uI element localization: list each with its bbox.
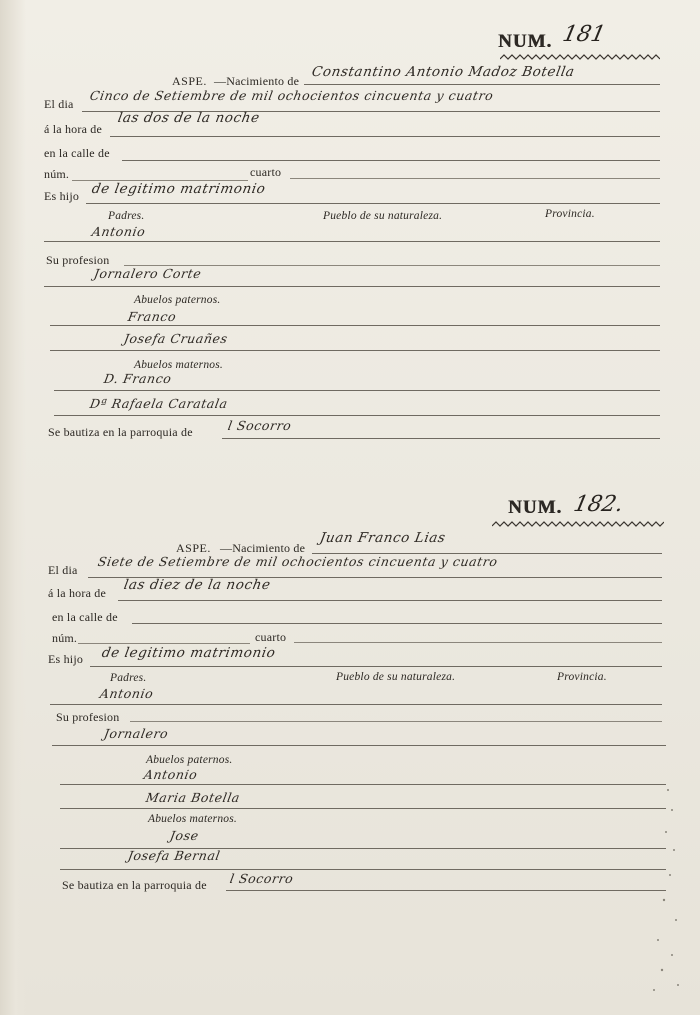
maternal-label: Abuelos maternos. (148, 813, 238, 825)
street-line (122, 160, 660, 161)
hour-label: á la hora de (44, 122, 103, 136)
profession-line-top (124, 265, 660, 266)
day-value: Cinco de Setiembre de mil ochocientos cincuenta y cuatro (88, 88, 495, 103)
room-label: cuarto (255, 630, 287, 644)
town-origin-label: Pueblo de su naturaleza. (323, 210, 443, 222)
street-label: en la calle de (52, 610, 118, 624)
baptism-value: l Socorro (228, 871, 295, 886)
profession-line (44, 286, 660, 287)
maternal-line-1 (54, 390, 660, 391)
paternal-line-2 (50, 350, 660, 351)
town-label: ASPE. (172, 74, 207, 88)
paternal-line-1 (60, 784, 666, 785)
paternal-grandmother: Josefa Cruañes (122, 331, 230, 346)
hour-value: las dos de la noche (116, 110, 262, 126)
son-value: de legitimo matrimonio (90, 181, 267, 197)
record-number-label: NUM. (498, 31, 553, 52)
birth-label: —Nacimiento de (214, 74, 300, 88)
street-label: en la calle de (44, 146, 110, 160)
maternal-line-2 (60, 869, 666, 870)
paternal-line-1 (50, 325, 660, 326)
baptism-line (226, 890, 666, 891)
parents-label: Padres. (108, 210, 145, 222)
num-field-label: núm. (52, 631, 78, 645)
street-line (132, 623, 662, 624)
record-number-value: 181 (560, 22, 608, 47)
hour-label: á la hora de (48, 586, 107, 600)
profession-line (52, 745, 666, 746)
province-label: Provincia. (545, 208, 595, 220)
maternal-grandfather: D. Franco (102, 371, 173, 386)
maternal-label: Abuelos maternos. (134, 359, 224, 371)
profession-label: Su profesion (56, 710, 120, 724)
paternal-grandfather: Antonio (142, 767, 199, 782)
ornamental-rule (500, 54, 660, 60)
page-speckles (628, 780, 688, 1000)
profession-label: Su profesion (46, 253, 110, 267)
baptism-value: l Socorro (226, 418, 293, 433)
maternal-grandfather: Jose (168, 828, 201, 843)
binding-gutter (0, 0, 26, 1015)
num-field-label: núm. (44, 167, 70, 181)
room-line (290, 178, 660, 179)
baptism-line (222, 438, 660, 439)
baptism-label: Se bautiza en la parroquia de (62, 878, 207, 892)
son-label: Es hijo (44, 189, 80, 203)
name-line (304, 84, 660, 85)
son-value: de legitimo matrimonio (100, 645, 277, 661)
paternal-label: Abuelos paternos. (134, 294, 221, 306)
province-label: Provincia. (557, 671, 607, 683)
father-name: Antonio (98, 686, 155, 701)
maternal-grandmother: Dª Rafaela Caratala (88, 396, 230, 411)
record-number-label: NUM. (508, 497, 563, 518)
ornamental-rule (492, 521, 664, 527)
room-label: cuarto (250, 165, 282, 179)
paternal-grandfather: Franco (126, 309, 178, 324)
hour-value: las diez de la noche (122, 577, 273, 593)
hour-line (118, 600, 662, 601)
num-field-line (78, 643, 250, 644)
hour-line (110, 136, 660, 137)
father-name: Antonio (90, 224, 147, 239)
paternal-grandmother: Maria Botella (144, 790, 242, 805)
day-label: El dia (44, 97, 74, 111)
town-label: ASPE. (176, 541, 211, 555)
paternal-label: Abuelos paternos. (146, 754, 233, 766)
parents-label: Padres. (110, 672, 147, 684)
son-label: Es hijo (48, 652, 84, 666)
son-line (90, 666, 662, 667)
town-origin-label: Pueblo de su naturaleza. (336, 671, 456, 683)
profession-value: Jornalero Corte (92, 266, 203, 281)
profession-line-top (130, 721, 662, 722)
birth-label: —Nacimiento de (220, 541, 306, 555)
child-name: Constantino Antonio Madoz Botella (310, 64, 576, 80)
father-line (44, 241, 660, 242)
maternal-line-2 (54, 415, 660, 416)
day-label: El dia (48, 563, 78, 577)
profession-value: Jornalero (102, 726, 170, 741)
day-value: Siete de Setiembre de mil ochocientos cincuenta y cuatro (96, 554, 499, 569)
paternal-line-2 (60, 808, 666, 809)
son-line (86, 203, 660, 204)
room-line (294, 642, 662, 643)
child-name: Juan Franco Lias (318, 530, 447, 546)
baptism-label: Se bautiza en la parroquia de (48, 425, 193, 439)
father-line (50, 704, 662, 705)
maternal-grandmother: Josefa Bernal (126, 848, 222, 863)
record-number-value: 182. (571, 492, 626, 517)
